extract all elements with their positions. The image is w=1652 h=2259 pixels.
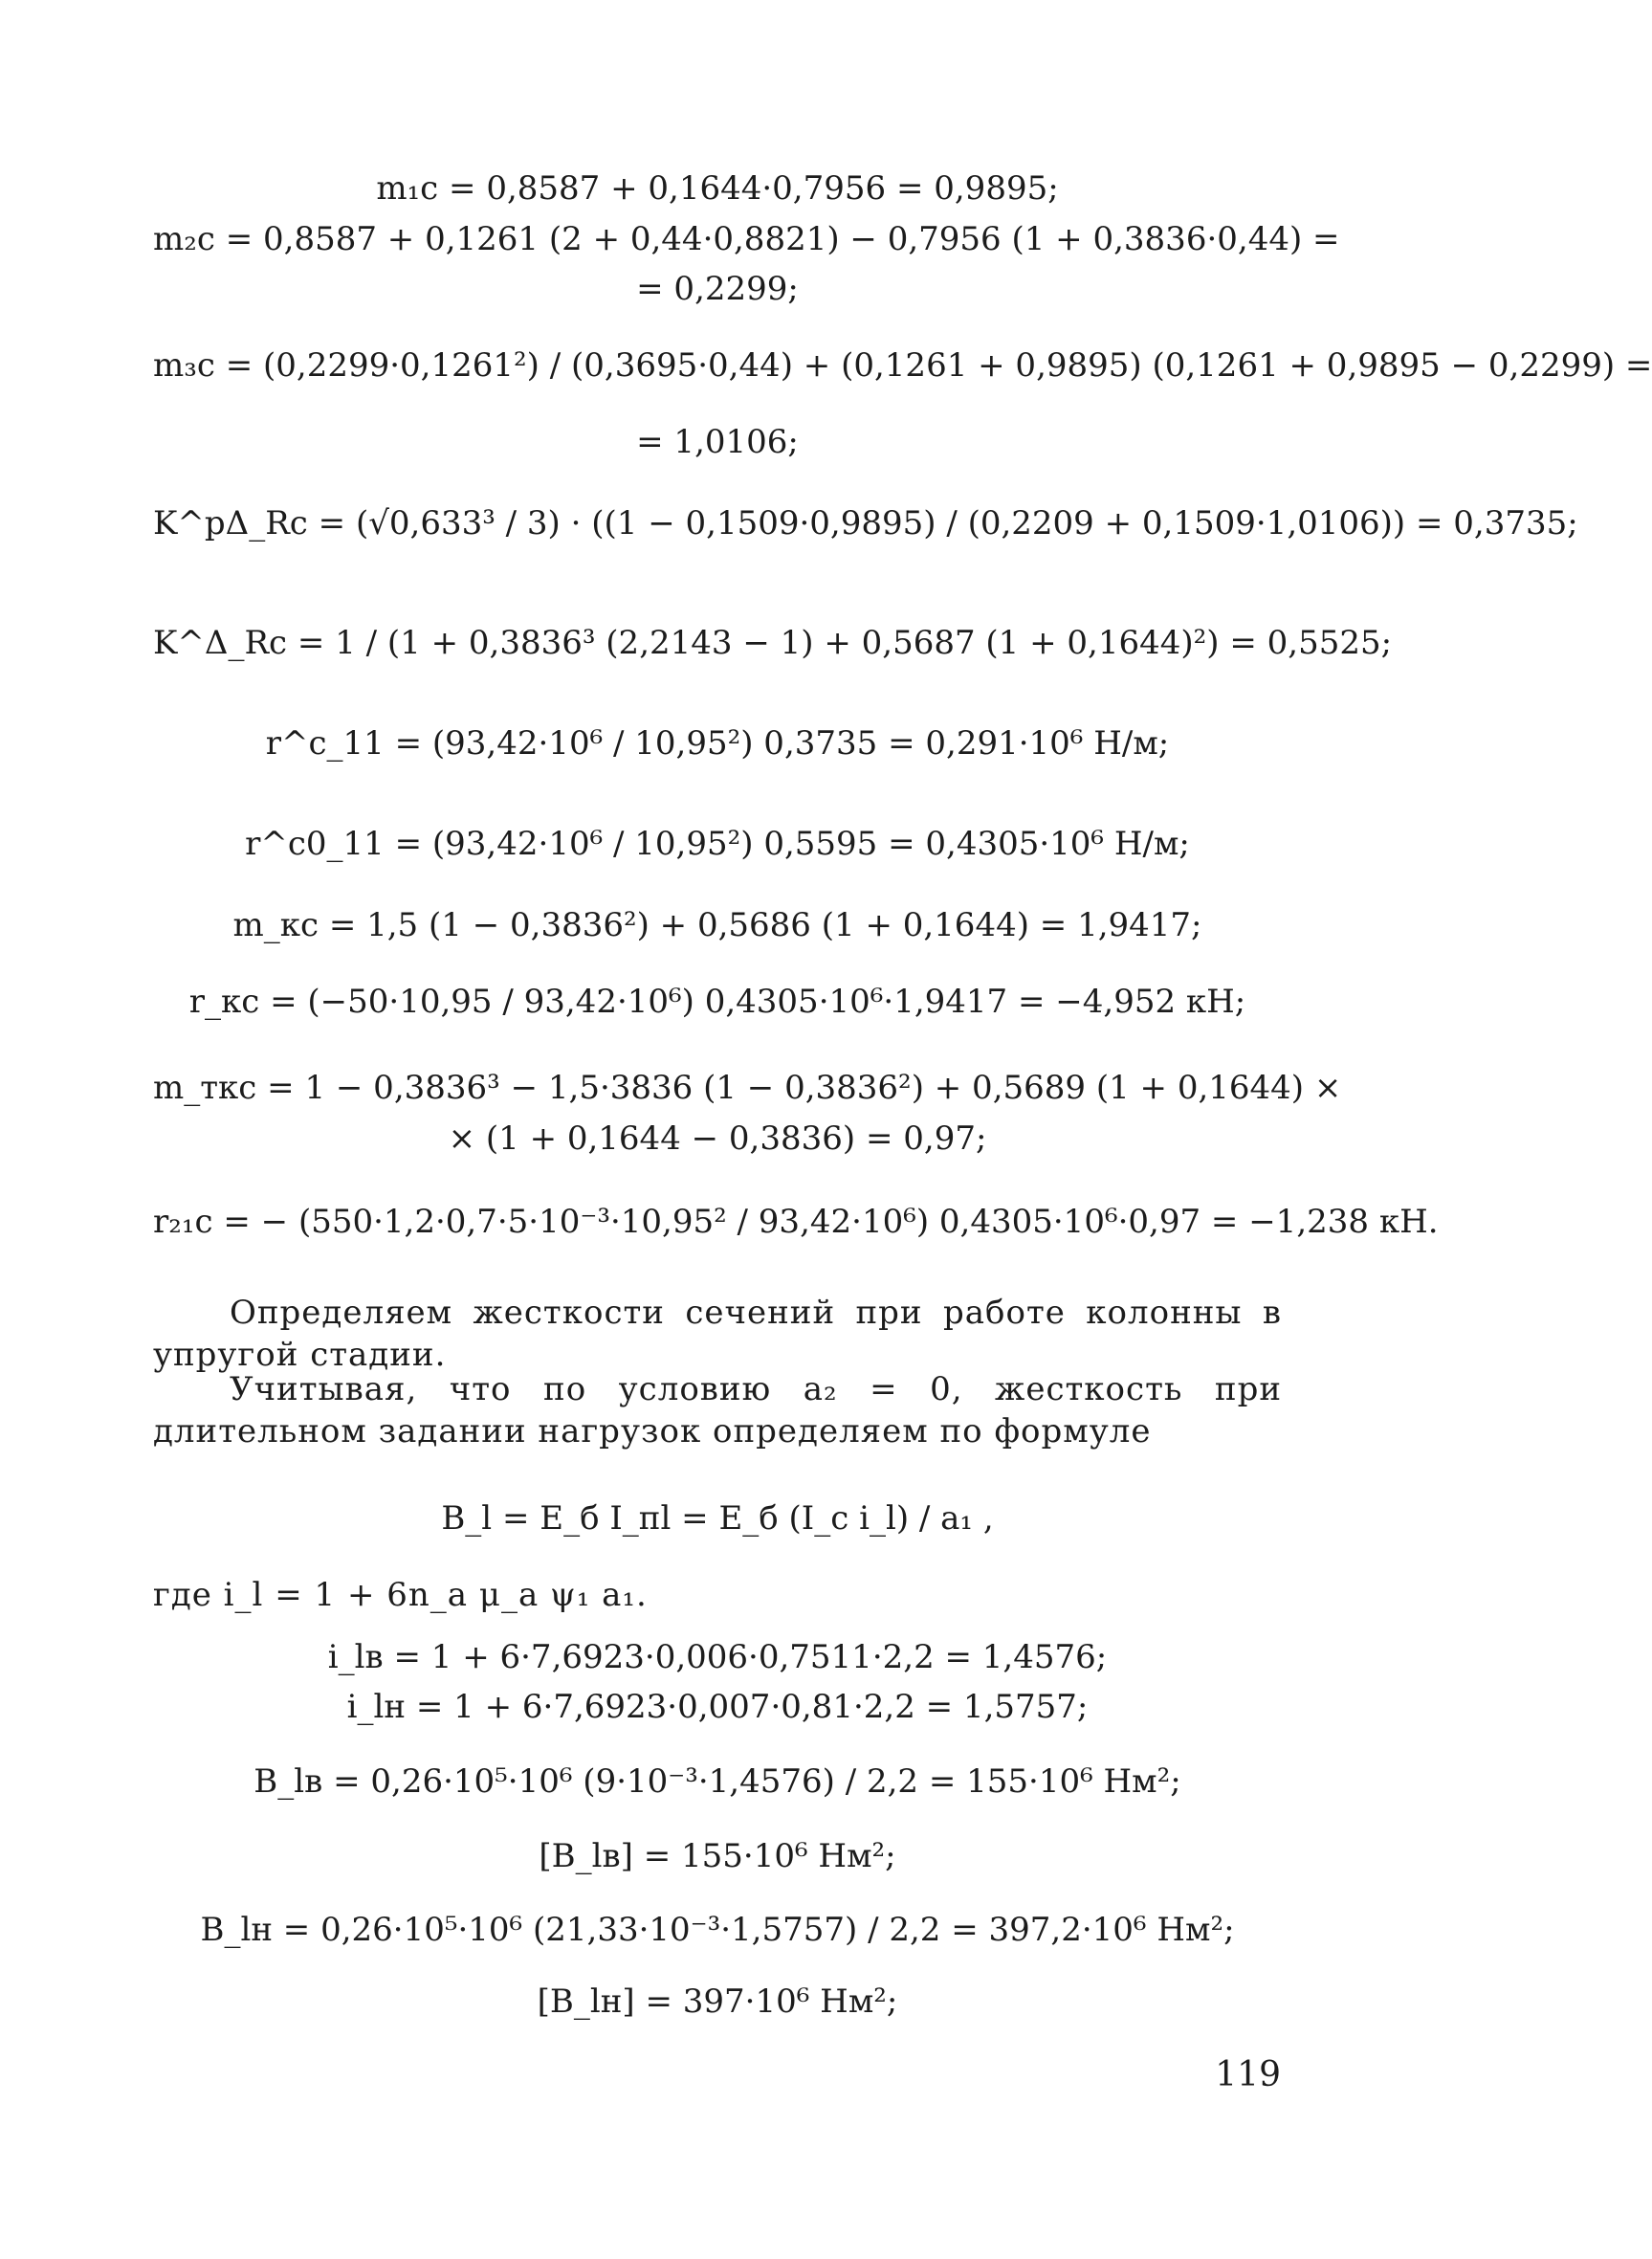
result-line: B_lн = 0,26·10⁵·10⁶ (21,33·10⁻³·1,5757) / 2,2 = 397,2·10⁶ Нм²;	[200, 1911, 1235, 1949]
formula-main: B_l = E_б I_пl = E_б (I_c i_l) / a₁ ,	[441, 1499, 994, 1538]
formula-line: K^Δ_Rc = 1 / (1 + 0,3836³ (2,2143 − 1) + 0,5687 (1 + 0,1644)²) = 0,5525;	[153, 624, 1393, 662]
result-line: i_lв = 1 + 6·7,6923·0,006·0,7511·2,2 = 1,4576;	[327, 1638, 1108, 1676]
formula-line: r_кс = (−50·10,95 / 93,42·10⁶) 0,4305·10⁶·1,9417 = −4,952 кН;	[188, 983, 1246, 1021]
result-line: B_lв = 0,26·10⁵·10⁶ (9·10⁻³·1,4576) / 2,2 = 155·10⁶ Нм²;	[253, 1762, 1181, 1801]
result-line: [B_lн] = 397·10⁶ Нм²;	[537, 1982, 898, 2021]
formula-line: = 0,2299;	[636, 270, 799, 308]
result-line: [B_lв] = 155·10⁶ Нм²;	[539, 1837, 896, 1875]
paragraph: Учитывая, что по условию a₂ = 0, жесткость при длительном задании нагрузок определяем по формуле	[153, 1370, 1282, 1451]
formula-line: = 1,0106;	[636, 423, 799, 461]
paragraph: Определяем жесткости сечений при работе колонны в упругой стадии.	[153, 1294, 1282, 1374]
formula-line: r₂₁c = − (550·1,2·0,7·5·10⁻³·10,95² / 93,42·10⁶) 0,4305·10⁶·0,97 = −1,238 кН.	[153, 1203, 1439, 1241]
formula-line: r^c_11 = (93,42·10⁶ / 10,95²) 0,3735 = 0,291·10⁶ Н/м;	[265, 724, 1170, 763]
page-number: 119	[1215, 2055, 1281, 2094]
formula-line: K^pΔ_Rc = (√0,633³ / 3) · ((1 − 0,1509·0,9895) / (0,2209 + 0,1509·1,0106)) = 0,3735;	[153, 504, 1578, 543]
formula-line: m₃c = (0,2299·0,1261²) / (0,3695·0,44) + (0,1261 + 0,9895) (0,1261 + 0,9895 − 0,2299) =	[153, 346, 1652, 385]
result-line: i_lн = 1 + 6·7,6923·0,007·0,81·2,2 = 1,5757;	[346, 1688, 1089, 1726]
formula-line: m_ткс = 1 − 0,3836³ − 1,5·3836 (1 − 0,3836²) + 0,5689 (1 + 0,1644) ×	[153, 1069, 1342, 1107]
formula-line: m₂c = 0,8587 + 0,1261 (2 + 0,44·0,8821) − 0,7956 (1 + 0,3836·0,44) =	[153, 220, 1340, 258]
formula-line: m₁c = 0,8587 + 0,1644·0,7956 = 0,9895;	[376, 169, 1059, 208]
where-line: где i_l = 1 + 6n_a μ_a ψ₁ a₁.	[153, 1576, 648, 1614]
formula-line: m_кс = 1,5 (1 − 0,3836²) + 0,5686 (1 + 0,1644) = 1,9417;	[232, 906, 1202, 944]
formula-line: r^c0_11 = (93,42·10⁶ / 10,95²) 0,5595 = 0,4305·10⁶ Н/м;	[245, 825, 1190, 863]
formula-line: × (1 + 0,1644 − 0,3836) = 0,97;	[448, 1119, 987, 1158]
